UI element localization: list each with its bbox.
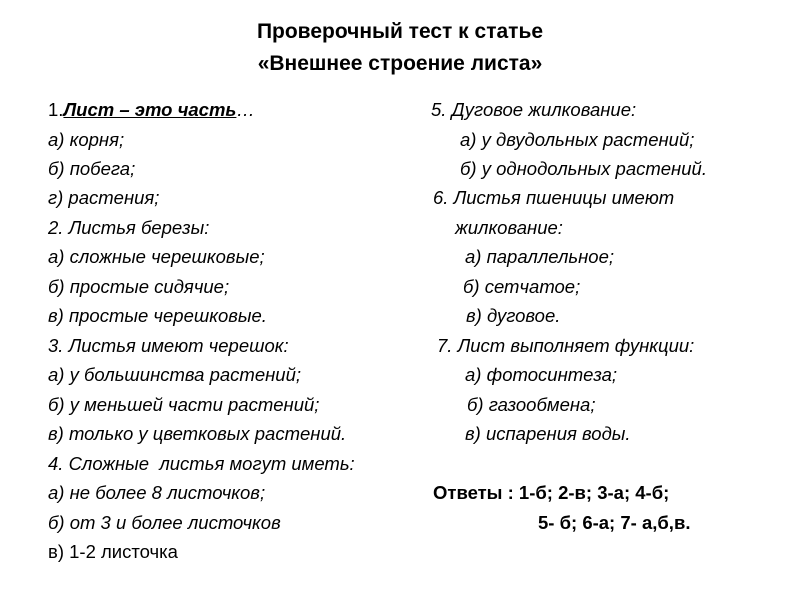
question-1-number: 1. — [48, 99, 64, 120]
question-4-option-a: а) не более 8 листочков; — [48, 482, 266, 503]
question-1 — [48, 95, 255, 125]
question-7: 7. Лист выполняет функции: — [437, 335, 695, 356]
question-2: 2. Листья березы: — [48, 217, 210, 238]
question-7-option-v: в) испарения воды. — [465, 423, 631, 444]
question-2-option-b: б) простые сидячие; — [48, 276, 230, 297]
question-7-option-b: б) газообмена; — [467, 394, 596, 415]
question-3: 3. Листья имеют черешок: — [48, 335, 289, 356]
question-6-option-v: в) дуговое. — [466, 305, 561, 326]
question-2-option-a: а) сложные черешковые; — [48, 246, 265, 267]
question-1-option-a: а) корня; — [48, 129, 125, 150]
question-4: 4. Сложные листья могут иметь: — [48, 453, 355, 474]
question-1-ellipsis: … — [236, 99, 255, 120]
title-line-2: «Внешнее строение листа» — [257, 52, 543, 75]
question-6-option-b: б) сетчатое; — [463, 276, 581, 297]
question-1-text: Лист – это часть — [63, 99, 237, 120]
question-3-option-a: а) у большинства растений; — [48, 364, 302, 385]
question-3-option-v: в) только у цветковых растений. — [48, 423, 347, 444]
question-6-option-a: а) параллельное; — [465, 246, 615, 267]
question-5: 5. Дуговое жилкование: — [431, 99, 637, 120]
question-4-option-b: б) от 3 и более листочков — [48, 512, 281, 533]
question-4-option-v: в) 1-2 листочка — [48, 541, 178, 562]
question-1-option-b: б) побега; — [48, 158, 136, 179]
question-1-option-g: г) растения; — [48, 187, 160, 208]
question-6-line-2: жилкование: — [455, 217, 563, 238]
question-5-option-b: б) у однодольных растений. — [460, 158, 707, 179]
question-5-option-a: а) у двудольных растений; — [460, 129, 695, 150]
question-6-line-1: 6. Листья пшеницы имеют — [433, 187, 675, 208]
question-7-option-a: а) фотосинтеза; — [465, 364, 618, 385]
question-3-option-b: б) у меньшей части растений; — [48, 394, 320, 415]
answers-line-1: Ответы : 1-б; 2-в; 3-а; 4-б; — [433, 482, 670, 503]
title-line-1: Проверочный тест к статье — [256, 20, 544, 43]
answers-line-2: 5- б; 6-а; 7- а,б,в. — [538, 512, 691, 533]
question-2-option-v: в) простые черешковые. — [48, 305, 267, 326]
